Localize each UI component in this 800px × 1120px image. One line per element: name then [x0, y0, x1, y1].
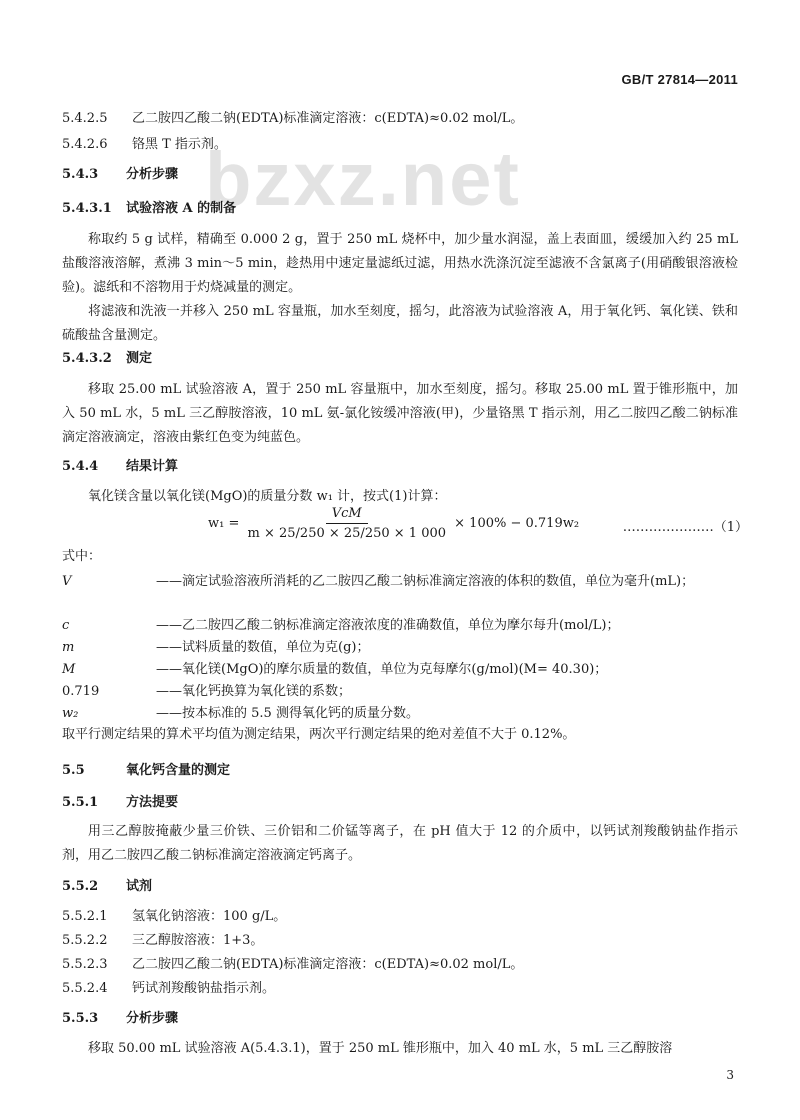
- symbol-m-desc: ——试料质量的数值，单位为克(g)；: [156, 640, 370, 655]
- symbol-m: m: [62, 640, 75, 655]
- clause-text: 乙二胺四乙酸二钠(EDTA)标准滴定溶液：c(EDTA)≈0.02 mol/L。: [132, 111, 524, 126]
- clause-5-4-2-6: [62, 136, 738, 154]
- heading-text: 试剂: [126, 879, 153, 894]
- clause-text: 铬黑 T 指示剂。: [132, 137, 227, 152]
- clause-5-5-2-3: [62, 956, 738, 974]
- heading-5-5-3: [62, 1010, 738, 1028]
- symbol-coefficient: 0.719: [62, 684, 100, 699]
- heading-text: 氧化钙含量的测定: [126, 763, 231, 778]
- heading-5-4-3-2: [62, 350, 738, 368]
- clause-text: 乙二胺四乙酸二钠(EDTA)标准滴定溶液：c(EDTA)≈0.02 mol/L。: [132, 957, 524, 972]
- where-label: 式中：: [62, 549, 102, 564]
- heading-5-4-3-1: [62, 200, 738, 218]
- formula-lhs: w₁ =: [208, 516, 240, 531]
- formula-intro: 氧化镁含量以氧化镁(MgO)的质量分数 w₁ 计，按式(1)计算：: [88, 489, 447, 504]
- clause-number: 5.4.2.5: [62, 111, 108, 126]
- paragraph-determination: 移取 25.00 mL 试验溶液 A，置于 250 mL 容量瓶中，加水至刻度，摇匀。移取 25.00 mL 置于锥形瓶中，加入 50 mL 水，5 mL 三乙醇胺溶液，10 mL 氨-氯化铵缓冲溶液(甲)，少量铬黑 T 指示剂，用乙二胺四乙酸二钠标准滴定溶液滴定，溶液由紫红色变为纯蓝色。: [62, 382, 738, 445]
- heading-5-4-3: [62, 166, 738, 184]
- clause-5-5-2-4: [62, 980, 738, 998]
- watermark: bzxz.net: [205, 137, 521, 222]
- standard-code: GB/T 27814—2011: [621, 72, 738, 87]
- symbol-v: V: [62, 574, 72, 589]
- formula-fraction: [248, 506, 447, 541]
- heading-5-4-4: [62, 458, 738, 476]
- formula-number: …………………（1）: [622, 520, 748, 535]
- symbol-w2: w₂: [62, 706, 79, 721]
- heading-number: 5.5.3: [62, 1011, 99, 1026]
- symbol-molar-mass-desc: ——氧化镁(MgO)的摩尔质量的数值，单位为克每摩尔(g/mol)(M= 40.30)；: [156, 662, 608, 677]
- symbol-w2-desc: ——按本标准的 5.5 测得氧化钙的质量分数。: [156, 706, 419, 721]
- paragraph-solution-a: 将滤液和洗液一并移入 250 mL 容量瓶，加水至刻度，摇匀，此溶液为试验溶液 A，用于氧化钙、氧化镁、铁和硫酸盐含量测定。: [62, 304, 738, 343]
- clause-5-4-2-5: [62, 110, 738, 128]
- clause-text: 三乙醇胺溶液：1+3。: [132, 933, 264, 948]
- heading-number: 5.4.3.2: [62, 351, 112, 366]
- symbol-coefficient-desc: ——氧化钙换算为氧化镁的系数；: [156, 684, 352, 699]
- heading-5-5-2: [62, 878, 738, 896]
- heading-text: 分析步骤: [126, 1011, 179, 1026]
- result-statement: 取平行测定结果的算术平均值为测定结果，两次平行测定结果的绝对差值不大于 0.12%。: [62, 727, 576, 742]
- clause-number: 5.5.2.4: [62, 981, 108, 996]
- formula-rhs: × 100% − 0.719w₂: [454, 516, 580, 531]
- heading-number: 5.5.1: [62, 795, 99, 810]
- heading-number: 5.4.3.1: [62, 201, 112, 216]
- clause-number: 5.5.2.3: [62, 957, 108, 972]
- formula-numerator: VcM: [326, 506, 368, 524]
- formula-denominator: m × 25/250 × 25/250 × 1 000: [247, 526, 447, 541]
- clause-number: 5.4.2.6: [62, 137, 108, 152]
- heading-number: 5.5.2: [62, 879, 99, 894]
- heading-number: 5.4.3: [62, 167, 99, 182]
- heading-5-5-1: [62, 794, 738, 812]
- heading-number: 5.4.4: [62, 459, 99, 474]
- symbol-c: c: [62, 618, 70, 633]
- paragraph-analysis-start: 移取 50.00 mL 试验溶液 A(5.4.3.1)，置于 250 mL 锥形瓶中，加入 40 mL 水，5 mL 三乙醇胺溶: [88, 1041, 673, 1056]
- clause-number: 5.5.2.1: [62, 909, 108, 924]
- heading-text: 测定: [126, 351, 153, 366]
- symbol-molar-mass: M: [62, 662, 76, 677]
- symbol-c-desc: ——乙二胺四乙酸二钠标准滴定溶液浓度的准确数值，单位为摩尔每升(mol/L)；: [156, 618, 620, 633]
- heading-text: 结果计算: [126, 459, 179, 474]
- paragraph-method-summary: 用三乙醇胺掩蔽少量三价铁、三价铝和二价锰等离子，在 pH 值大于 12 的介质中，以钙试剂羧酸钠盐作指示剂，用乙二胺四乙酸二钠标准滴定溶液滴定钙离子。: [62, 824, 738, 863]
- heading-text: 试验溶液 A 的制备: [126, 201, 237, 216]
- clause-5-5-2-1: [62, 908, 738, 926]
- heading-number: 5.5: [62, 763, 85, 778]
- heading-5-5: [62, 762, 738, 780]
- clause-5-5-2-2: [62, 932, 738, 950]
- formula-1: [208, 506, 748, 546]
- clause-number: 5.5.2.2: [62, 933, 108, 948]
- page-number: 3: [726, 1068, 734, 1082]
- heading-text: 分析步骤: [126, 167, 179, 182]
- clause-text: 钙试剂羧酸钠盐指示剂。: [132, 981, 276, 996]
- symbol-v-desc: ——滴定试验溶液所消耗的乙二胺四乙酸二钠标准滴定溶液的体积的数值，单位为毫升(mL)；: [156, 574, 695, 589]
- heading-text: 方法提要: [126, 795, 179, 810]
- clause-text: 氢氧化钠溶液：100 g/L。: [132, 909, 287, 924]
- paragraph-sample-prep: 称取约 5 g 试样，精确至 0.000 2 g，置于 250 mL 烧杯中，加少量水润湿，盖上表面皿，缓缓加入约 25 mL 盐酸溶液溶解，煮沸 3 min～5 min，趁热用中速定量滤纸过滤，用热水洗涤沉淀至滤液不含氯离子(用硝酸银溶液检验)。滤纸和不溶物用于灼烧减量的测定。: [62, 232, 738, 295]
